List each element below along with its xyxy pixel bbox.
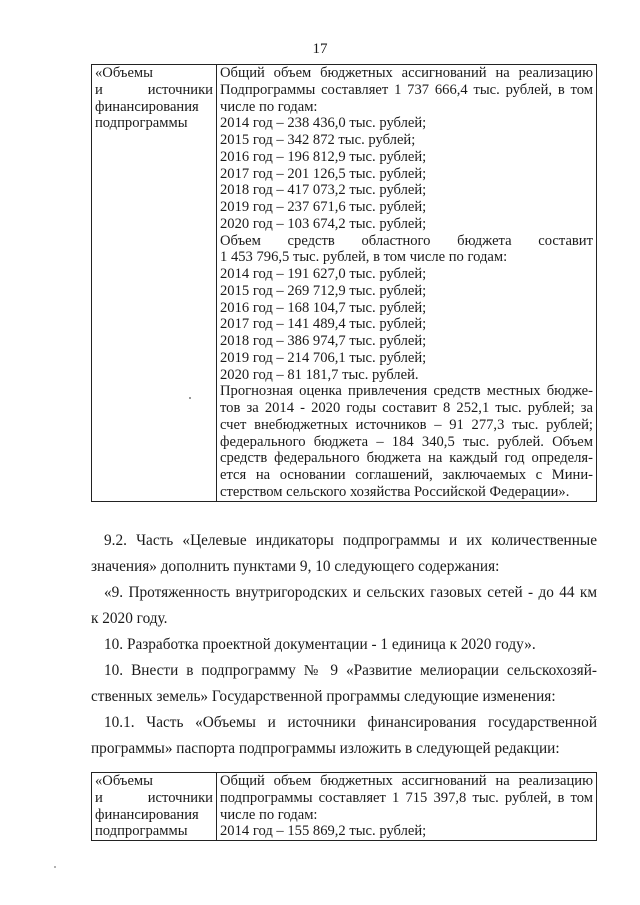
table2-content-line: 2014 год – 155 869,2 тыс. рублей; [220,823,427,840]
table1-content-line: 1 453 796,5 тыс. рублей, в том числе по годам: [220,249,508,266]
table1-content-line: 2016 год – 168 104,7 тыс. рублей; [220,299,427,316]
table1-content-line: 2017 год – 201 126,5 тыс. рублей; [220,165,427,182]
paragraph-10: 10. Внести в подпрограмму № 9 «Развитие мелиорации сельскохозяй- [104,662,597,679]
financing-table-1 [91,64,597,502]
table1-label-line: финансирования [95,98,199,115]
table1-content-line: 2015 год – 269 712,9 тыс. рублей; [220,282,427,299]
financing-table-2 [91,772,597,841]
table1-content-line: 2018 год – 386 974,7 тыс. рублей; [220,333,427,349]
table2-label-cell [92,773,217,841]
table1-content-line: 2014 год – 238 436,0 тыс. рублей; [220,115,427,132]
paragraph-10-1-cont: программы» паспорта подпрограммы изложить в следующей редакции: [91,740,560,757]
scan-speck [54,866,56,868]
table1-content-line: Объем средств областного бюджета составит [220,232,593,249]
table1-content-line: числе по годам: [220,98,318,115]
table1-content-line: федерального бюджета – 184 340,5 тыс. рублей. Объем [220,433,593,450]
table2-content-line: числе по годам: [220,806,318,823]
paragraph-10-1: 10.1. Часть «Объемы и источники финансирования государственной [104,714,597,731]
table2-content-line: Общий объем бюджетных ассигнований на реализацию [220,773,593,789]
table1-content-line: 2014 год – 191 627,0 тыс. рублей; [220,266,427,282]
table2-label-line: «Объемы [95,773,153,789]
table1-content-line: счет внебюджетных источников – 91 277,3 тыс. рублей; [220,416,593,433]
table1-content-line: средств федерального бюджета на каждый год определя- [220,450,593,467]
table1-content-line: тов за 2014 - 2020 годы составит 8 252,1 тыс. рублей; за [220,400,593,416]
table1-label-line: «Объемы [95,65,153,81]
table1-content-cell [217,65,597,502]
paragraph-item-10: 10. Разработка проектной документации - 1 единица к 2020 году». [104,636,536,653]
table2-label-line: финансирования [95,806,199,823]
paragraph-item-9: «9. Протяженность внутригородских и сельских газовых сетей - до 44 км [104,584,597,601]
table1-content-line: 2019 год – 237 671,6 тыс. рублей; [220,199,427,215]
paragraph-9-2-cont: значения» дополнить пунктами 9, 10 следующего содержания: [91,558,500,575]
table1-content-line: 2020 год – 103 674,2 тыс. рублей; [220,215,427,232]
table2-label-line: и источники [95,789,213,806]
table1-content-line: 2019 год – 214 706,1 тыс. рублей; [220,349,427,366]
table1-content-line: ется на основании соглашений, заключаемых с Мини- [220,467,593,483]
table1-label-line: и источники [95,81,213,98]
table1-content-line: Общий объем бюджетных ассигнований на реализацию [220,65,593,81]
page-number: 17 [312,41,328,57]
table1-content-line: 2020 год – 81 181,7 тыс. рублей. [220,366,419,383]
table1-content-line: 2016 год – 196 812,9 тыс. рублей; [220,148,427,165]
table2-content-line: подпрограммы составляет 1 715 397,8 тыс. рублей, в том [220,789,593,806]
table1-content-line: 2018 год – 417 073,2 тыс. рублей; [220,182,427,199]
table1-label-line: подпрограммы [95,115,188,132]
paragraph-item-9-cont: к 2020 году. [91,610,168,627]
table1-content-line: Подпрограммы составляет 1 737 666,4 тыс. рублей, в том [220,81,593,98]
table1-content-line: 2015 год – 342 872 тыс. рублей; [220,132,416,148]
table1-label-cell [92,65,217,502]
table1-content-line: стерством сельского хозяйства Российской Федерации». [220,483,570,500]
scan-speck [189,397,191,399]
paragraph-10-cont: ственных земель» Государственной программы следующие изменения: [91,688,556,705]
table2-label-line: подпрограммы [95,823,188,840]
table1-content-line: Прогнозная оценка привлечения средств местных бюдже- [220,383,593,400]
table2-content-cell [217,773,597,841]
paragraph-9-2: 9.2. Часть «Целевые индикаторы подпрограммы и их количественные [104,532,597,549]
table1-content-line: 2017 год – 141 489,4 тыс. рублей; [220,316,427,333]
